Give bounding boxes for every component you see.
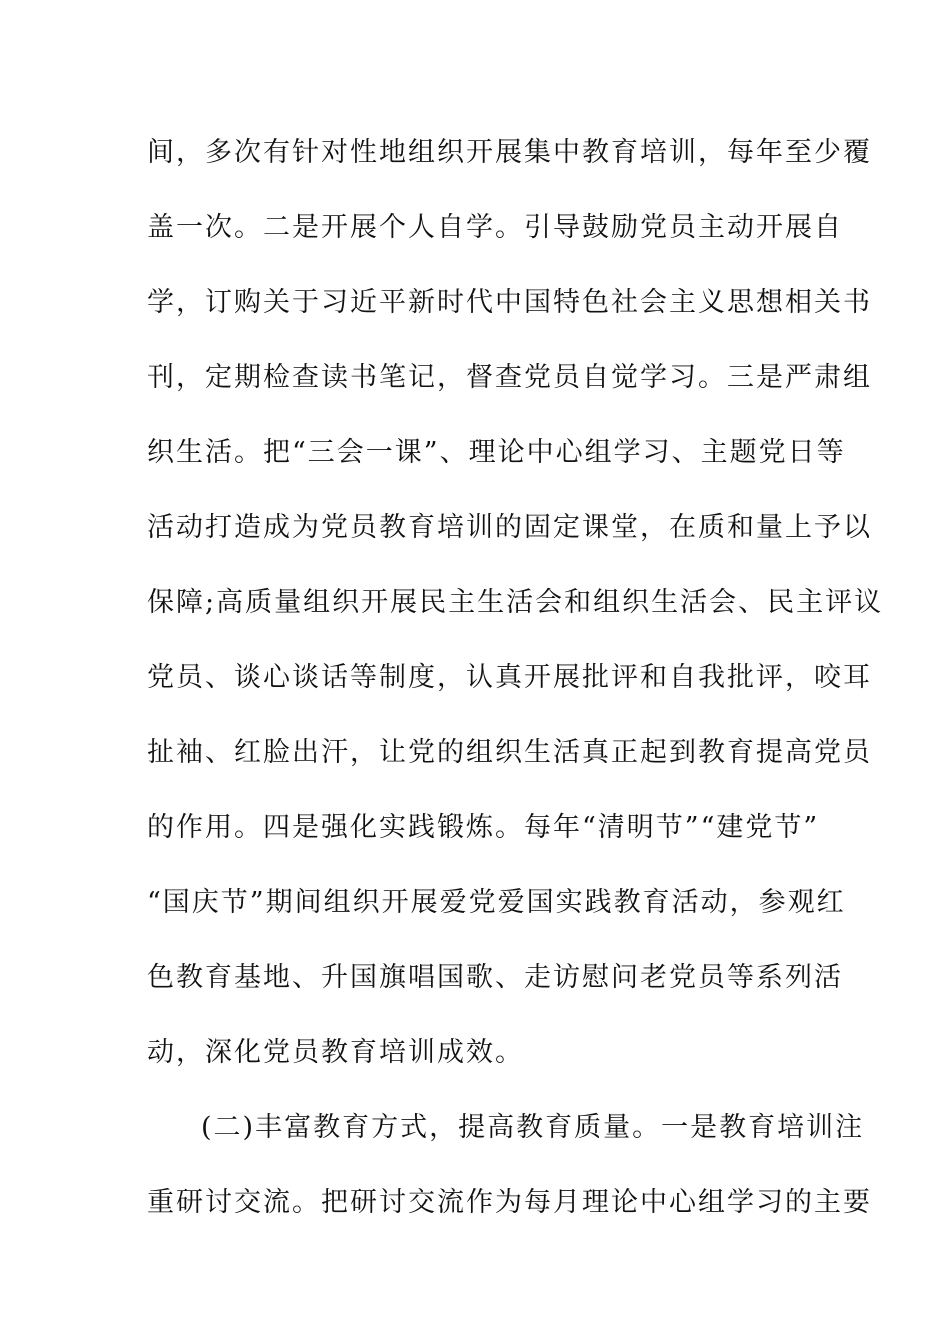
text-line: 刊，定期检查读书笔记，督查党员自觉学习。三是严肃组 xyxy=(147,362,872,393)
text-line: 的作用。四是强化实践锻炼。每年“清明节”“建党节” xyxy=(147,812,820,843)
text-line: “国庆节”期间组织开展爱党爱国实践教育活动，参观红 xyxy=(147,887,846,918)
text-line: 动，深化党员教育培训成效。 xyxy=(147,1037,524,1068)
text-line: 保障;高质量组织开展民主生活会和组织生活会、民主评议 xyxy=(147,587,884,618)
text-line: 扯袖、红脸出汗，让党的组织生活真正起到教育提高党员 xyxy=(147,737,872,768)
text-line: 重研讨交流。把研讨交流作为每月理论中心组学习的主要 xyxy=(147,1187,872,1218)
text-line: 间，多次有针对性地组织开展集中教育培训，每年至少覆 xyxy=(147,137,872,168)
text-line: 织生活。把“三会一课”、理论中心组学习、主题党日等 xyxy=(147,437,846,468)
text-line: 盖一次。二是开展个人自学。引导鼓励党员主动开展自 xyxy=(147,212,843,243)
text-line: 活动打造成为党员教育培训的固定课堂，在质和量上予以 xyxy=(147,512,872,543)
text-line: 色教育基地、升国旗唱国歌、走访慰问老党员等系列活 xyxy=(147,962,843,993)
text-line: 学，订购关于习近平新时代中国特色社会主义思想相关书 xyxy=(147,287,872,318)
text-line: 党员、谈心谈话等制度，认真开展批评和自我批评，咬耳 xyxy=(147,662,872,693)
section-heading-line: (二)丰富教育方式，提高教育质量。一是教育培训注 xyxy=(201,1112,865,1143)
